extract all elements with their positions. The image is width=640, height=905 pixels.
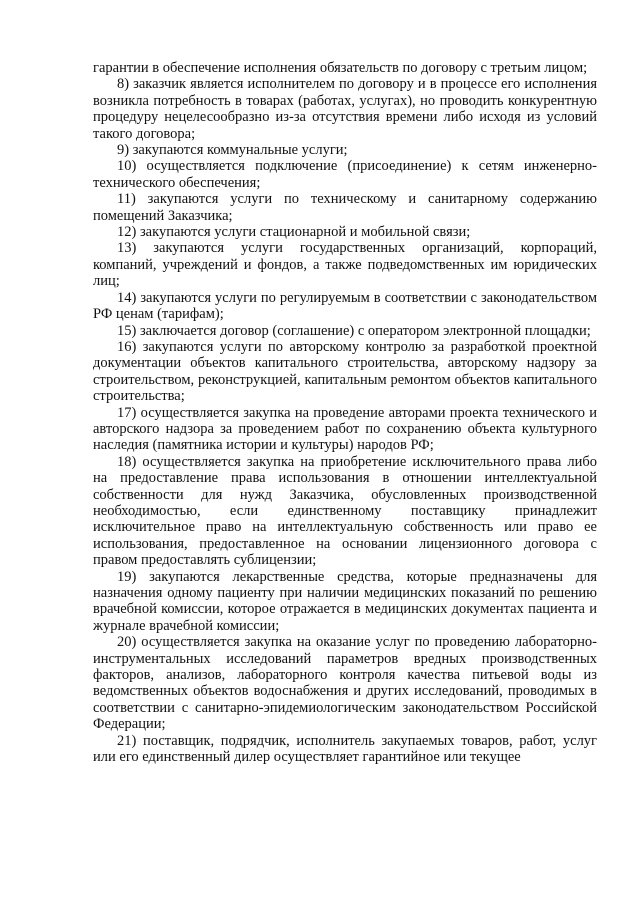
list-item-17: 17) осуществляется закупка на проведение авторами проекта технического и авторского надзора за проведением работ по сохранению объекта культурного наследия (памятника истории и культуры) народов РФ;	[93, 404, 597, 454]
list-item-20: 20) осуществляется закупка на оказание услуг по проведению лабораторно-инструментальных исследований параметров вредных производственных факторов, анализов, лабораторного контроля качества питьевой воды из ведомственных объектов водоснабжения и других исследований, проводимых в соответствии с санитарно-эпидемиологическим законодательством Российской Федерации;	[93, 634, 597, 733]
list-item-19: 19) закупаются лекарственные средства, которые предназначены для назначения одному пациенту при наличии медицинских показаний по решению врачебной комиссии, которое отражается в медицинских документах пациента и журнале врачебной комиссии;	[93, 568, 597, 634]
list-item-18: 18) осуществляется закупка на приобретение исключительного права либо на предоставление права использования в отношении интеллектуальной собственности для нужд Заказчика, обусловленных производственной необходимостью, если единственному поставщику принадлежит исключительное право на интеллектуальную собственность или право ее использования, предоставленное на основании лицензионного договора с правом предоставлять сублицензии;	[93, 453, 597, 569]
list-item-16: 16) закупаются услуги по авторскому контролю за разработкой проектной документации объектов капитального строительства, авторскому надзору за строительством, реконструкцией, капитальным ремонтом объектов капитального строительства;	[93, 338, 597, 405]
list-item-10: 10) осуществляется подключение (присоединение) к сетям инженерно-технического обеспечения;	[93, 158, 597, 191]
list-item-11: 11) закупаются услуги по техническому и санитарному содержанию помещений Заказчика;	[93, 191, 597, 224]
document-body	[93, 60, 597, 765]
list-item-13: 13) закупаются услуги государственных организаций, корпораций, компаний, учреждений и фондов, а также подведомственных им юридических лиц;	[93, 240, 597, 290]
list-item-9: 9) закупаются коммунальные услуги;	[117, 142, 348, 159]
list-item-14: 14) закупаются услуги по регулируемым в соответствии с законодательством РФ ценам (тарифам);	[93, 289, 597, 323]
list-item-12: 12) закупаются услуги стационарной и мобильной связи;	[117, 224, 471, 241]
list-item-8: 8) заказчик является исполнителем по договору и в процессе его исполнения возникла потребность в товарах (работах, услугах), но проводить конкурентную процедуру нецелесообразно из-за отсутствия времени либо исходя из условий такого договора;	[93, 76, 597, 142]
paragraph-continuation: гарантии в обеспечение исполнения обязательств по договору с третьим лицом;	[93, 60, 588, 76]
list-item-15: 15) заключается договор (соглашение) с оператором электронной площадки;	[117, 322, 591, 339]
list-item-21: 21) поставщик, подрядчик, исполнитель закупаемых товаров, работ, услуг или его единственный дилер осуществляет гарантийное или текущее	[93, 732, 597, 766]
